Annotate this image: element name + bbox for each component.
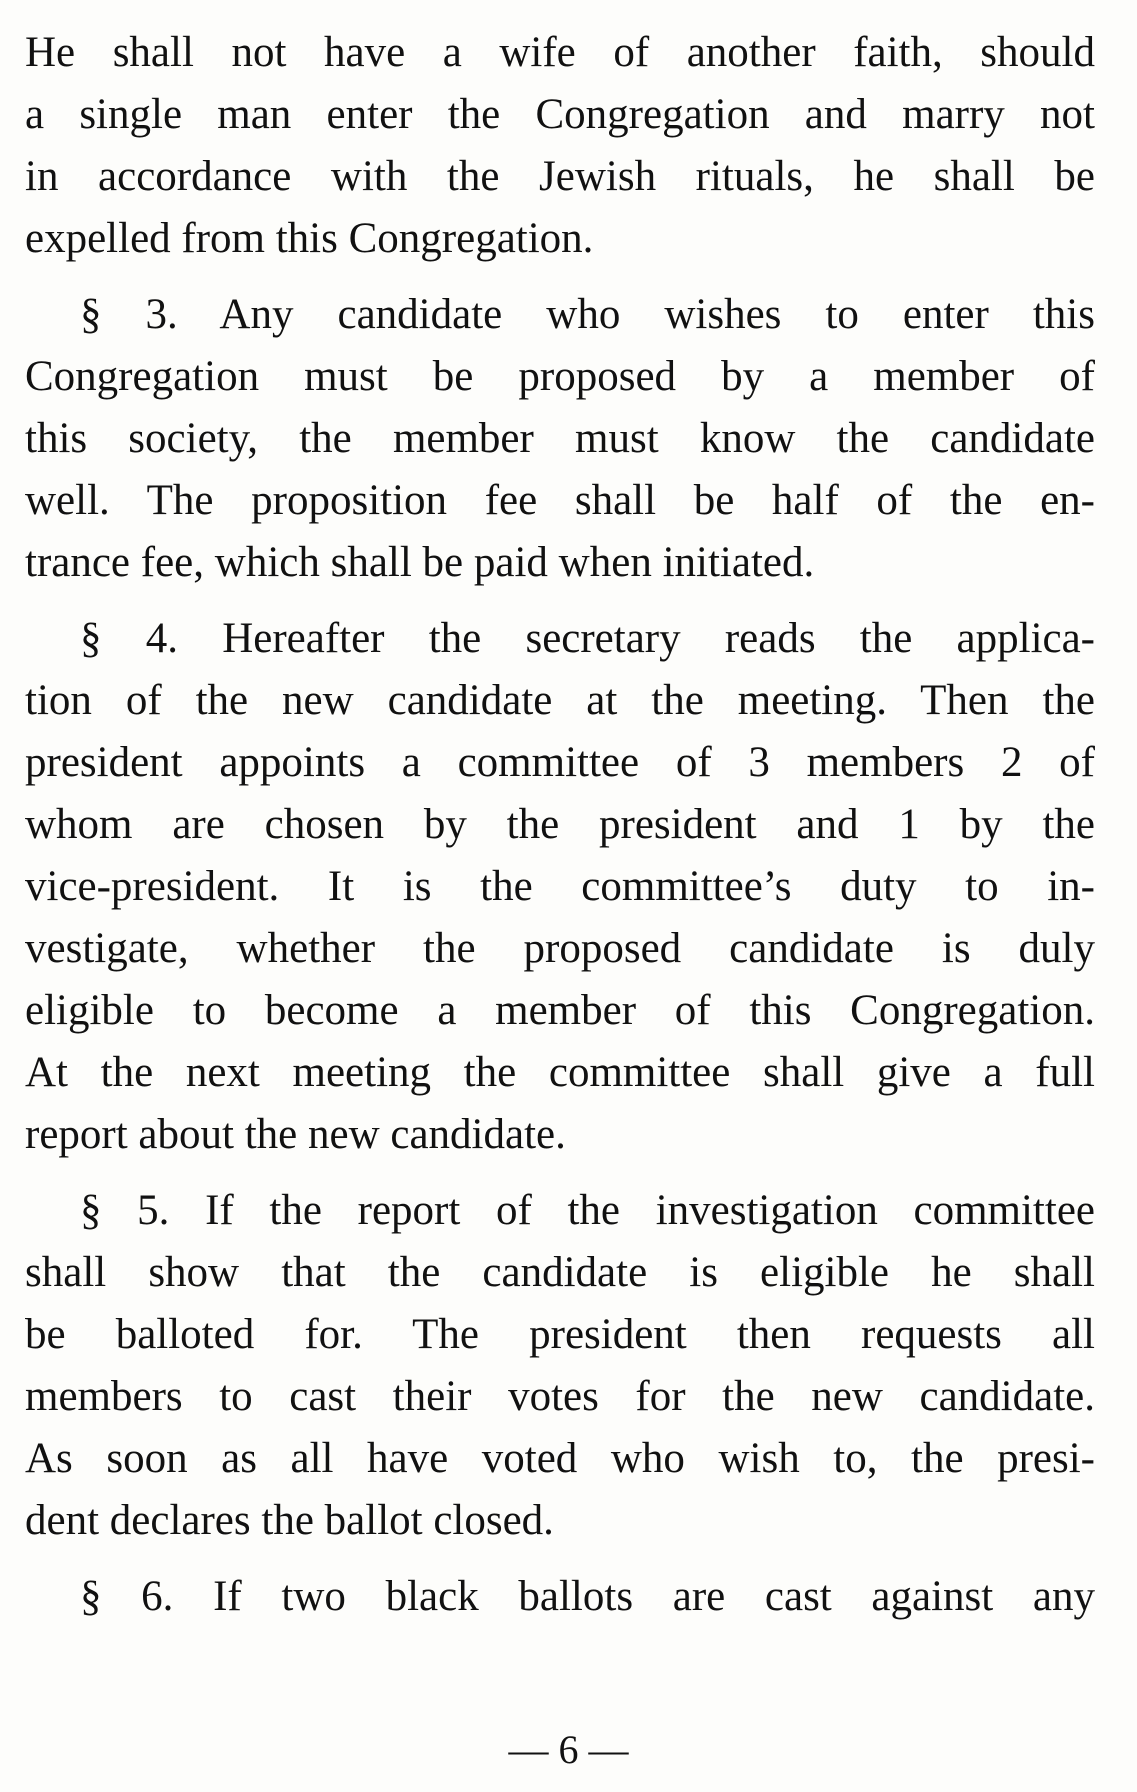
text-line: § 4. Hereafter the secretary reads the applica- <box>80 615 1095 662</box>
page-number: — 6 — <box>508 1727 629 1772</box>
text-line: Congregation must be proposed by a member of <box>25 353 1095 400</box>
text-line: vice-president. It is the committee’s duty to in- <box>25 863 1095 910</box>
text-line: dent declares the ballot closed. <box>25 1497 554 1544</box>
text-line: report about the new candidate. <box>25 1111 566 1158</box>
text-line: As soon as all have voted who wish to, the presi- <box>25 1435 1095 1482</box>
paragraph-continuation <box>25 22 1095 270</box>
text-line: be balloted for. The president then requests all <box>25 1311 1095 1358</box>
section-6 <box>25 1566 1095 1628</box>
text-line: At the next meeting the committee shall give a full <box>25 1049 1095 1096</box>
text-line: § 6. If two black ballots are cast against any <box>80 1573 1095 1620</box>
section-3 <box>25 284 1095 594</box>
text-line: shall show that the candidate is eligible he shall <box>25 1249 1095 1296</box>
text-line: well. The proposition fee shall be half of the en- <box>25 477 1095 524</box>
section-4 <box>25 608 1095 1166</box>
section-5 <box>25 1180 1095 1552</box>
body-text <box>25 22 1095 1628</box>
text-line: eligible to become a member of this Congregation. <box>25 987 1095 1034</box>
text-line: He shall not have a wife of another faith, should <box>25 29 1095 76</box>
text-line: tion of the new candidate at the meeting. Then the <box>25 677 1095 724</box>
text-line: expelled from this Congregation. <box>25 215 594 262</box>
text-line: this society, the member must know the candidate <box>25 415 1095 462</box>
text-line: whom are chosen by the president and 1 by the <box>25 801 1095 848</box>
text-line: members to cast their votes for the new candidate. <box>25 1373 1095 1420</box>
text-line: § 3. Any candidate who wishes to enter this <box>80 291 1095 338</box>
text-line: in accordance with the Jewish rituals, he shall be <box>25 153 1095 200</box>
text-line: vestigate, whether the proposed candidate is duly <box>25 925 1095 972</box>
text-line: § 5. If the report of the investigation committee <box>80 1187 1095 1234</box>
text-line: a single man enter the Congregation and marry not <box>25 91 1095 138</box>
text-line: president appoints a committee of 3 members 2 of <box>25 739 1095 786</box>
text-line: trance fee, which shall be paid when initiated. <box>25 539 815 586</box>
